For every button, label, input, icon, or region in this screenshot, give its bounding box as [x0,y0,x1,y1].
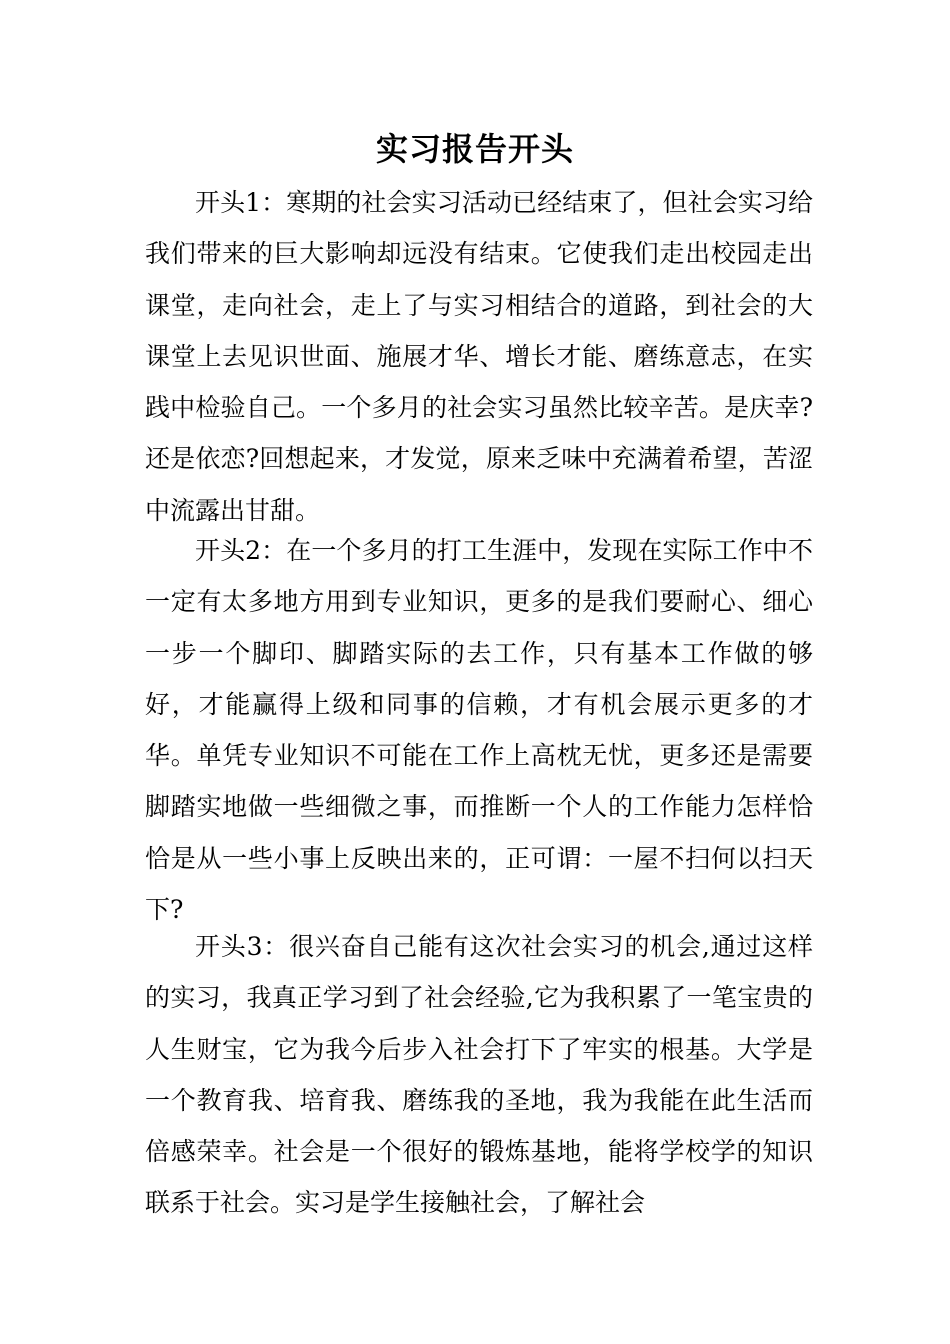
paragraph-1: 开头1：寒期的社会实习活动已经结束了，但社会实习给我们带来的巨大影响却远没有结束。它使我们走出校园走出课堂，走向社会，走上了与实习相结合的道路，到社会的大课堂上去见识世面、施展才华、增长才能、磨练意志，在实践中检验自己。一个多月的社会实习虽然比较辛苦。是庆幸?还是依恋?回想起来，才发觉，原来乏味中充满着希望，苦涩中流露出甘甜。 [145,188,813,525]
paragraph-2: 开头2：在一个多月的打工生涯中，发现在实际工作中不一定有太多地方用到专业知识，更多的是我们要耐心、细心一步一个脚印、脚踏实际的去工作，只有基本工作做的够好，才能赢得上级和同事的信赖，才有机会展示更多的才华。单凭专业知识不可能在工作上高枕无忧，更多还是需要脚踏实地做一些细微之事，而推断一个人的工作能力怎样恰恰是从一些小事上反映出来的，正可谓：一屋不扫何以扫天下? [145,536,813,925]
document-title: 实习报告开头 [375,130,574,168]
paragraph-3: 开头3：很兴奋自己能有这次社会实习的机会,通过这样的实习，我真正学习到了社会经验,它为我积累了一笔宝贵的人生财宝，它为我今后步入社会打下了牢实的根基。大学是一个教育我、培育我、磨练我的圣地，我为我能在此生活而倍感荣幸。社会是一个很好的锻炼基地，能将学校学的知识联系于社会。实习是学生接触社会，了解社会 [145,932,813,1218]
